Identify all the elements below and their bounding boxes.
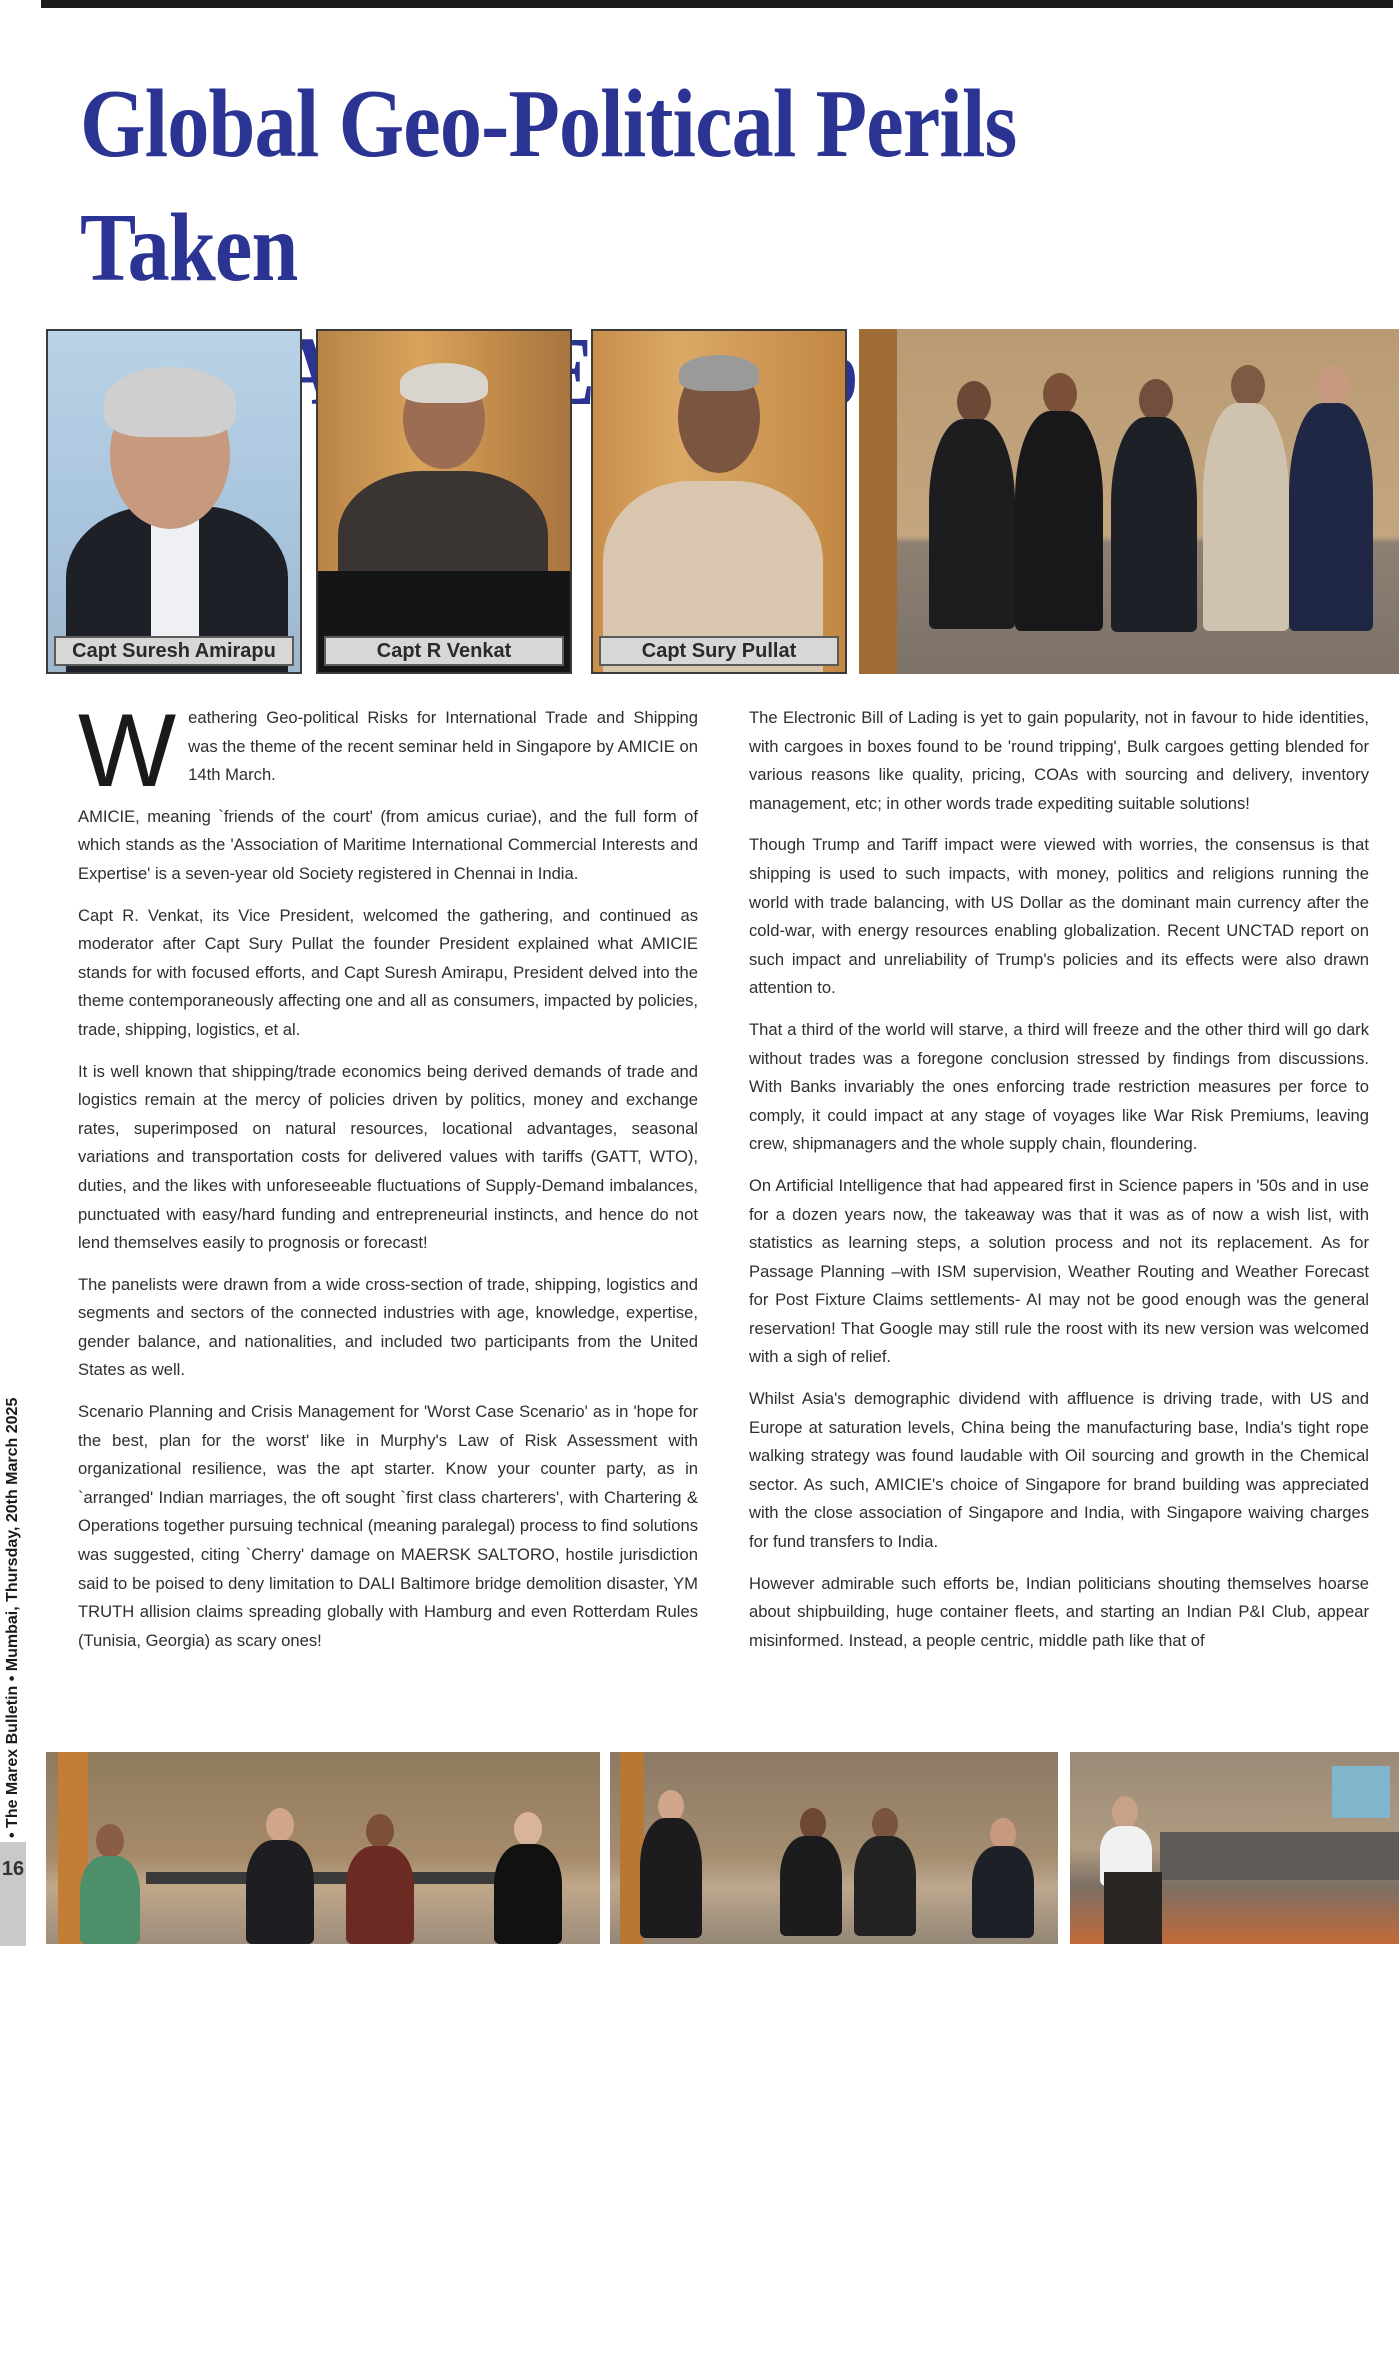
article-column-right [749, 704, 1369, 1668]
article-column-left [78, 693, 698, 1668]
paragraph: Weathering Geo-political Risks for International Trade and Shipping was the theme of the recent seminar held in Singapore by AMICIE on 14th March. [78, 693, 698, 809]
drop-cap: W [78, 693, 177, 809]
paragraph: The panelists were drawn from a wide cross-section of trade, shipping, logistics and segments and sectors of the connected industries with age, knowledge, expertise, gender balance, and nationalities, and included two participants from the United States as well. [78, 1274, 698, 1380]
paragraph: The Electronic Bill of Lading is yet to gain popularity, not in favour to hide identities, with cargoes in boxes found to be 'round tripping', Bulk cargoes getting blended for various reasons like quality, pricing, COAs with sourcing and delivery, inventory management, etc; in other words trade expediting suitable solutions! [749, 708, 1369, 813]
publication-line [1, 1397, 30, 2358]
paragraph: AMICIE, meaning `friends of the court' (from amicus curiae), and the full form of which stands as the 'Association of Maritime International Commercial Interests and Expertise' is a seven-year old Society registered in Chennai in India. [78, 806, 698, 883]
photo-suresh-amirapu [46, 329, 302, 674]
headline-line-1: Global Geo-Political Perils Taken [80, 70, 1017, 302]
paragraph: However admirable such efforts be, Indian politicians shouting themselves hoarse about shipbuilding, huge container fleets, and starting an Indian P&I Club, appear misinformed. Instead, a people centric, middle path like that of [749, 1573, 1369, 1650]
paragraph: Scenario Planning and Crisis Management for 'Worst Case Scenario' as in 'hope for the best, plan for the worst' like in Murphy's Law of Risk Assessment with organizational resilience, was the apt starter. Know your counter party, as in `arranged' Indian marriages, the oft sought `first class charterers', with Chartering & Operations together pursuing technical (meaning paralegal) process to find solutions was suggested, citing `Cherry' damage on MAERSK SALTORO, hostile jurisdiction said to be poised to deny limitation to DALI Baltimore bridge demolition disaster, YM TRUTH allision claims spreading globally with Hamburg and even Rotterdam Rules (Tunisia, Georgia) as scary ones! [78, 1402, 698, 1650]
photo-panel-3 [1070, 1752, 1399, 1944]
top-rule [41, 0, 1393, 8]
caption-r-venkat: Capt R Venkat [324, 636, 564, 666]
paragraph: On Artificial Intelligence that had appeared first in Science papers in '50s and in use for a dozen years now, the takeaway was that it was as of now a wish list, with statistics as learning steps, a solution process and not its replacement. As for Passage Planning –with ISM supervision, Weather Routing and Weather Forecast for Post Fixture Claims settlements- AI may not be good enough was the general reservation! That Google may still rule the roost with its new version was welcomed with a sigh of relief. [749, 1175, 1369, 1367]
paragraph: That a third of the world will starve, a third will freeze and the other third will go dark without trades was a foregone conclusion stressed by findings from discussions. With Banks invariably the ones enforcing trade restriction measures per force to comply, it could impact at any stage of voyages like War Risk Premiums, leaving crew, shipmanagers and the whole supply chain, floundering. [749, 1019, 1369, 1154]
publication-text: • The Marex Bulletin • Mumbai, Thursday, 20th March 2025 [4, 1397, 21, 1838]
paragraph: Though Trump and Tariff impact were viewed with worries, the consensus is that shipping is used to such impacts, with money, politics and religions running the world with trade balancing, with US Dollar as the dominant main currency after the cold-war, with energy resources enabling globalization. Recent UNCTAD report on such impact and unreliability of Trump's policies and its effects were also drawn attention to. [749, 835, 1369, 998]
photo-group [859, 329, 1399, 674]
photo-panel-1 [46, 1752, 600, 1944]
paragraph: Capt R. Venkat, its Vice President, welcomed the gathering, and continued as moderator after Capt Sury Pullat the founder President explained what AMICIE stands for with focused efforts, and Capt Suresh Amirapu, President delved into the theme contemporaneously affecting one and all as consumers, impacted by policies, trade, shipping, logistics, et al. [78, 905, 698, 1039]
caption-suresh-amirapu: Capt Suresh Amirapu [54, 636, 294, 666]
caption-sury-pullat: Capt Sury Pullat [599, 636, 839, 666]
paragraph: It is well known that shipping/trade economics being derived demands of trade and logistics remain at the mercy of policies driven by politics, money and exchange rates, superimposed on natural resources, locational advantages, seasonal variations and transportation costs for delivered values with tariffs (GATT, WTO), duties, and the likes with unforeseeable fluctuations of Supply-Demand imbalances, punctuated with easy/hard funding and entrepreneurial instincts, and hence do not lend themselves easily to prognosis or forecast! [78, 1061, 698, 1253]
photo-panel-2 [610, 1752, 1058, 1944]
photo-r-venkat [316, 329, 572, 674]
page-number: 16 [1, 1858, 25, 1880]
paragraph: Whilst Asia's demographic dividend with affluence is driving trade, with US and Europe at saturation levels, China being the manufacturing base, India's tight rope walking strategy was found laudable with Oil sourcing and growth in the Chemical sector. As such, AMICIE's choice of Singapore for brand building was appreciated with the close association of Singapore and India, with Singapore waiving charges for fund transfers to India. [749, 1389, 1369, 1552]
photo-sury-pullat [591, 329, 847, 674]
